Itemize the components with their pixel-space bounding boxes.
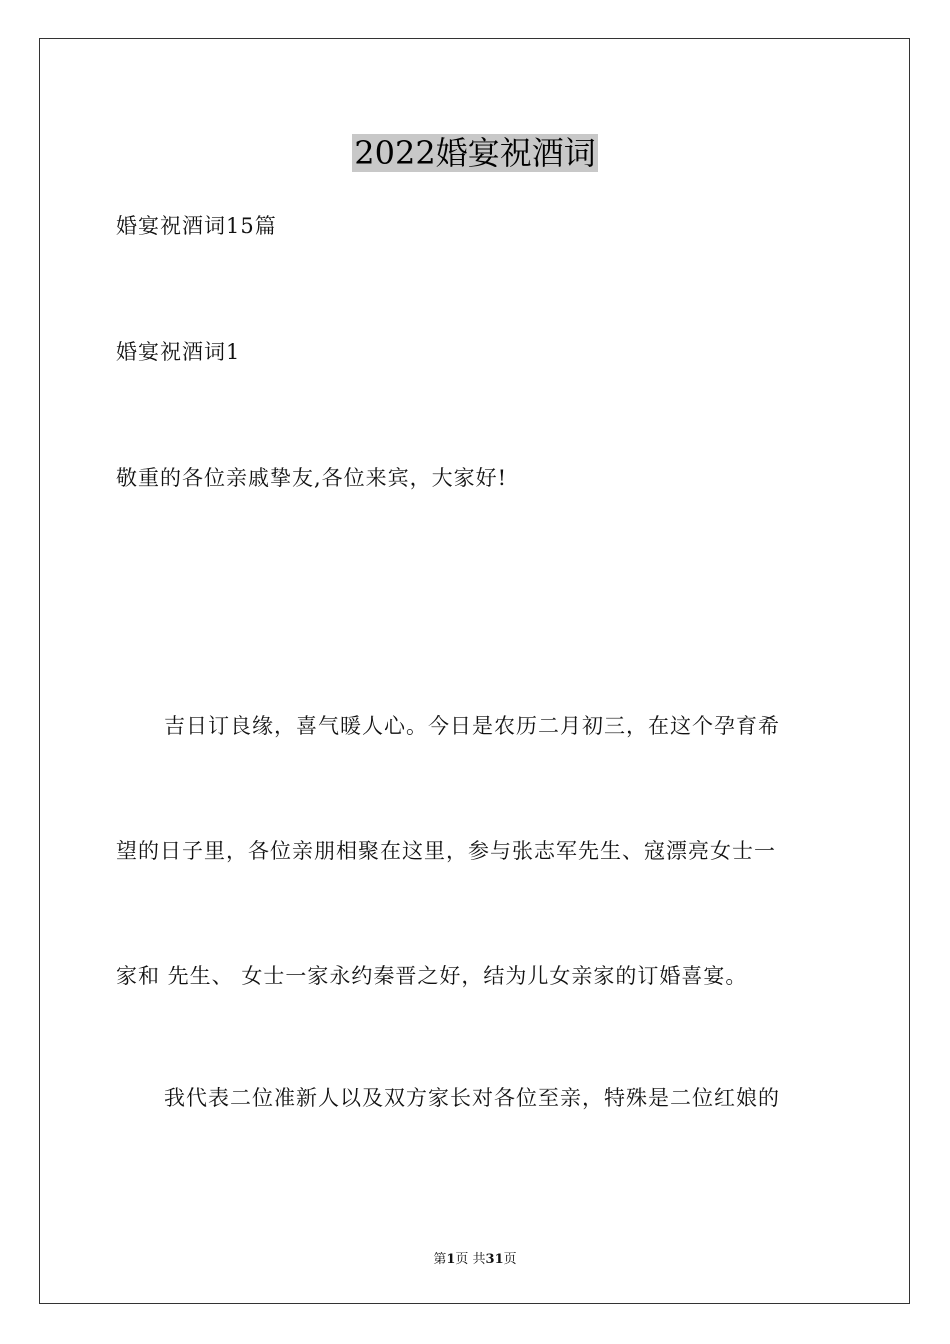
document-title-text: 2022婚宴祝酒词 <box>354 134 596 172</box>
page-footer <box>0 1248 950 1267</box>
footer-current-page: 1 <box>446 1252 456 1267</box>
section-heading: 婚宴祝酒词1 <box>116 340 241 364</box>
document-title <box>0 128 950 174</box>
footer-total-pages: 31 <box>485 1252 504 1267</box>
footer-mid: 页 共 <box>455 1252 486 1267</box>
greeting-line: 敬重的各位亲戚挚友,各位来宾，大家好! <box>116 466 508 490</box>
paragraph-line: 家和 先生、 女士一家永约秦晋之好，结为儿女亲家的订婚喜宴。 <box>116 964 748 988</box>
footer-prefix: 第 <box>433 1252 447 1267</box>
footer-suffix: 页 <box>503 1252 517 1267</box>
paragraph-line: 望的日子里，各位亲朋相聚在这里，参与张志军先生、寇漂亮女士一 <box>116 839 776 863</box>
subtitle-line: 婚宴祝酒词15篇 <box>116 214 277 238</box>
paragraph-line: 吉日订良缘，喜气暖人心。今日是农历二月初三，在这个孕育希 <box>164 714 780 738</box>
paragraph-line: 我代表二位准新人以及双方家长对各位至亲，特殊是二位红娘的 <box>164 1086 780 1110</box>
